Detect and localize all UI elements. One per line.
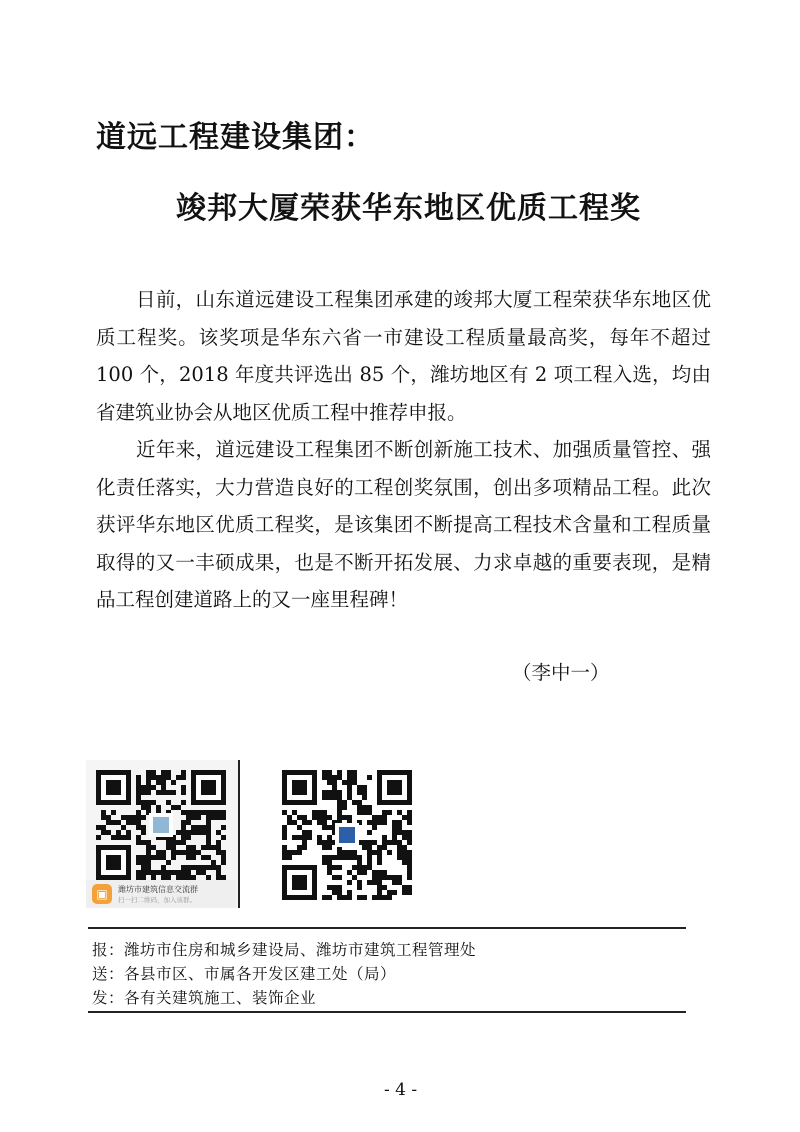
author-credit: （李中一） <box>512 661 610 684</box>
group-hint: 扫一扫二维码，加入该群。 <box>118 896 196 904</box>
official-account-qr-code <box>282 770 412 900</box>
article-title: 道远工程建设集团： <box>96 120 375 155</box>
divider-bottom <box>88 1011 686 1013</box>
briefcase-icon: ▣ <box>92 884 112 904</box>
issue-line: 发：各有关建筑施工、装饰企业 <box>92 989 317 1007</box>
group-name: 潍坊市建筑信息交流群 <box>118 885 198 894</box>
group-qr-footer <box>86 880 236 908</box>
group-qr-card <box>86 760 240 908</box>
send-line: 送：各县市区、市属各开发区建工处（局） <box>92 965 397 983</box>
page-number: - 4 - <box>384 1080 418 1100</box>
group-qr-code <box>96 770 226 880</box>
paragraph-1: 日前，山东道远建设工程集团承建的竣邦大厦工程荣获华东地区优质工程奖。该奖项是华东六省一市建设工程质量最高奖，每年不超过 100 个，2018 年度共评选出 85 个，潍坊地区有 2 项工程入选，均由省建筑业协会从地区优质工程中推荐申报。 <box>96 288 711 424</box>
article-subtitle: 竣邦大厦荣获华东地区优质工程奖 <box>176 191 641 226</box>
report-line: 报：潍坊市住房和城乡建设局、潍坊市建筑工程管理处 <box>92 941 477 959</box>
divider-top <box>88 927 686 929</box>
paragraph-2: 近年来，道远建设工程集团不断创新施工技术、加强质量管控、强化责任落实，大力营造良好的工程创奖氛围，创出多项精品工程。此次获评华东地区优质工程奖，是该集团不断提高工程技术含量和工程质量取得的又一丰硕成果，也是不断开拓发展、力求卓越的重要表现，是精品工程创建道路上的又一座里程碑！ <box>96 438 711 611</box>
